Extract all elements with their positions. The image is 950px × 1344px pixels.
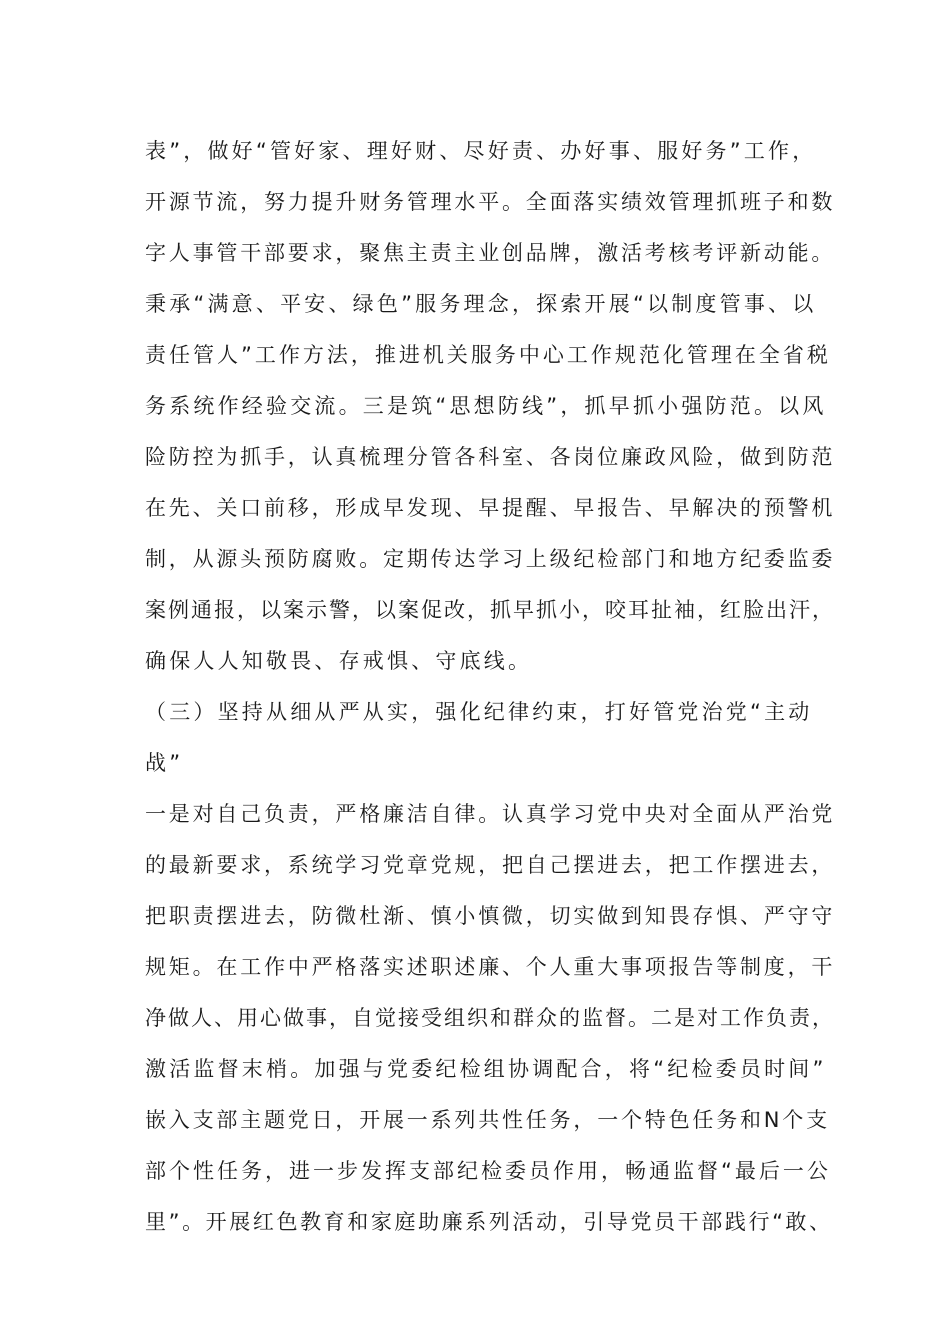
text-line: 激活监督末梢。加强与党委纪检组协调配合，将“纪检委员时间” <box>145 1057 827 1081</box>
text-line: 确保人人知敬畏、存戒惧、守底线。 <box>145 649 533 673</box>
text-line: 规矩。在工作中严格落实述职述廉、个人重大事项报告等制度，干 <box>145 955 836 979</box>
text-line: 险防控为抓手，认真梳理分管各科室、各岗位廉政风险，做到防范 <box>145 445 836 469</box>
text-line: 部个性任务，进一步发挥支部纪检委员作用，畅通监督“最后一公 <box>145 1159 831 1183</box>
text-line: 秉承“满意、平安、绿色”服务理念，探索开展“以制度管事、以 <box>145 292 817 316</box>
section-heading: （三）坚持从细从严从实，强化纪律约束，打好管党治党“主动 <box>145 700 813 724</box>
text-line: 制，从源头预防腐败。定期传达学习上级纪检部门和地方纪委监委 <box>145 547 836 571</box>
text-line: 表”，做好“管好家、理好财、尽好责、办好事、服好务”工作， <box>145 139 817 163</box>
text-line: 责任管人”工作方法，推进机关服务中心工作规范化管理在全省税 <box>145 343 831 367</box>
text-line: 务系统作经验交流。三是筑“思想防线”，抓早抓小强防范。以风 <box>145 394 827 418</box>
text-line: 开源节流，努力提升财务管理水平。全面落实绩效管理抓班子和数 <box>145 190 836 214</box>
text-line: 的最新要求，系统学习党章党规，把自己摆进去，把工作摆进去， <box>145 853 836 877</box>
text-line: 一是对自己负责，严格廉洁自律。认真学习党中央对全面从严治党 <box>145 802 836 826</box>
section-heading-continued: 战” <box>145 751 184 775</box>
text-line: 字人事管干部要求，聚焦主责主业创品牌，激活考核考评新动能。 <box>145 241 836 265</box>
text-line: 把职责摆进去，防微杜渐、慎小慎微，切实做到知畏存惧、严守守 <box>145 904 836 928</box>
text-line: 净做人、用心做事，自觉接受组织和群众的监督。二是对工作负责， <box>145 1006 835 1030</box>
text-line: 在先、关口前移，形成早发现、早提醒、早报告、早解决的预警机 <box>145 496 836 520</box>
text-line: 案例通报，以案示警，以案促改，抓早抓小，咬耳扯袖，红脸出汗， <box>145 598 835 622</box>
text-line: 嵌入支部主题党日，开展一系列共性任务，一个特色任务和N个支 <box>145 1108 830 1132</box>
body-text <box>145 131 835 1253</box>
text-line: 里”。开展红色教育和家庭助廉系列活动，引导党员干部践行“敢、 <box>145 1210 833 1234</box>
